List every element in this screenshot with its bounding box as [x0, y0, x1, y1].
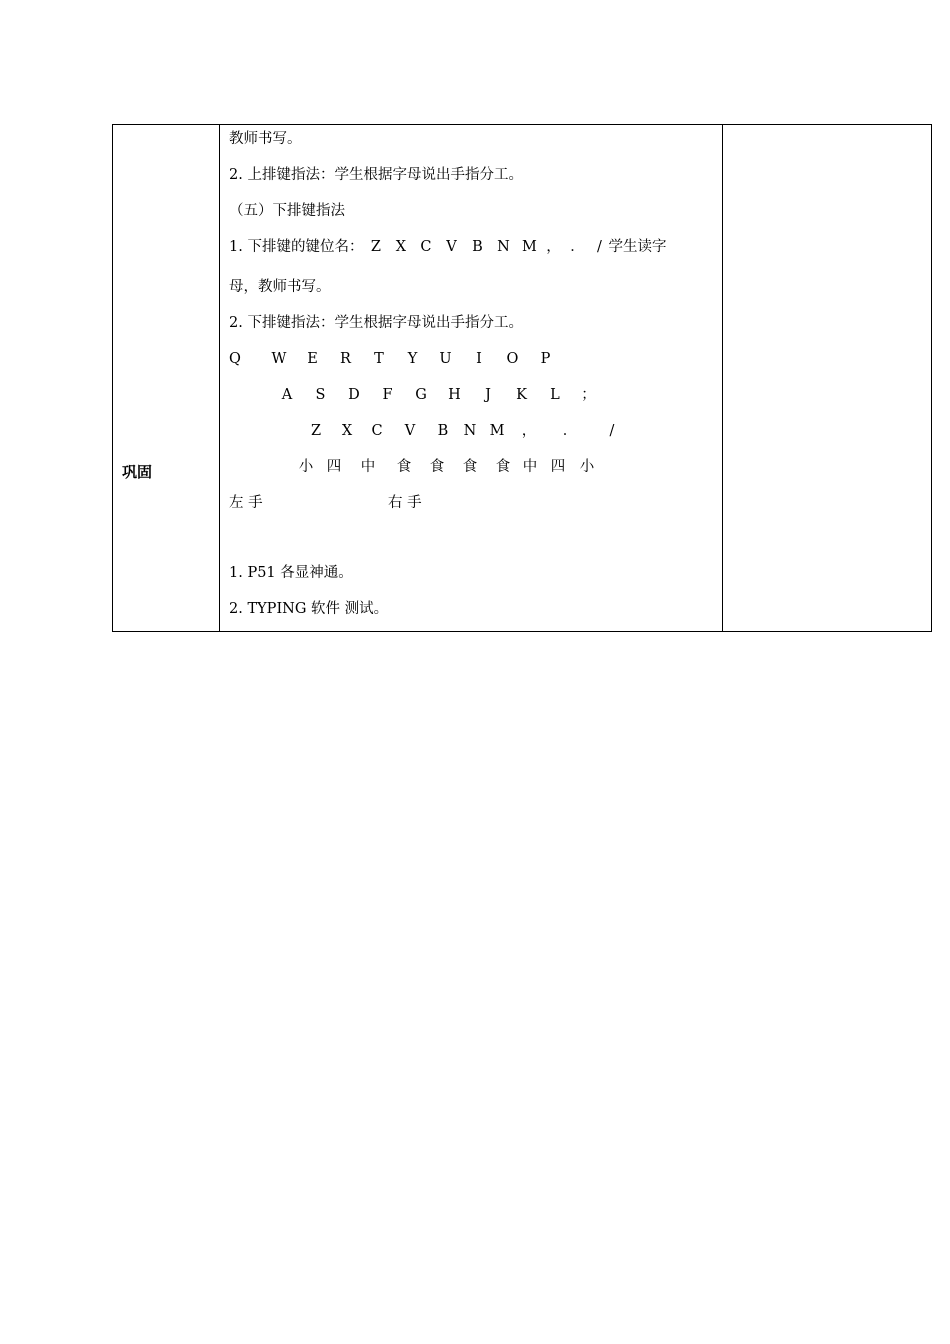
- key: E: [307, 351, 318, 367]
- key: A: [281, 387, 293, 403]
- key: F: [382, 387, 393, 403]
- bottom-row-keys-outro: 学生读字: [608, 239, 667, 255]
- content-line-1: 教师书写。: [229, 131, 302, 147]
- bottom-row-key-names: [363, 238, 608, 256]
- keyboard-row-bottom: [300, 422, 630, 440]
- key: R: [340, 351, 351, 367]
- key-name: B: [472, 239, 483, 255]
- content-line-3: （五）下排键指法: [229, 203, 345, 219]
- finger-label: 四: [326, 459, 342, 475]
- keyboard-row-home: [270, 386, 605, 404]
- key-name: V: [446, 239, 457, 255]
- key: /: [609, 423, 615, 439]
- key: S: [315, 387, 326, 403]
- content-line-2: 2. 上排键指法：学生根据字母说出手指分工。: [229, 167, 523, 183]
- finger-assignment-row: [292, 458, 598, 476]
- table-row: [113, 125, 932, 632]
- key: ；: [581, 387, 596, 403]
- notes-cell: [723, 125, 932, 632]
- key: X: [341, 423, 353, 439]
- finger-label: 小: [579, 459, 595, 475]
- key-name: Z: [370, 239, 381, 255]
- finger-label: 食: [429, 459, 445, 475]
- key: M: [489, 423, 505, 439]
- left-hand-label: 左 手: [229, 495, 263, 511]
- key: U: [439, 351, 452, 367]
- key-row: [300, 422, 630, 440]
- finger-label: 食: [462, 459, 478, 475]
- key: V: [404, 423, 416, 439]
- key: O: [506, 351, 519, 367]
- key: H: [448, 387, 461, 403]
- lesson-table: [112, 124, 932, 632]
- exercise-line-1: 1. P51 各显神通。: [229, 565, 353, 581]
- key-name: N: [497, 239, 510, 255]
- finger-label: 四: [550, 459, 566, 475]
- key: I: [476, 351, 482, 367]
- key: Q: [229, 351, 241, 367]
- finger-label: 小: [298, 459, 314, 475]
- content-line-5: 母，教师书写。: [229, 279, 331, 295]
- key-row: [270, 386, 605, 404]
- key: Y: [407, 351, 418, 367]
- key-name: /: [597, 239, 602, 255]
- key: T: [374, 351, 384, 367]
- keyboard-row-top: [229, 350, 562, 368]
- finger-label: 中: [522, 459, 538, 475]
- finger-label: 食: [396, 459, 412, 475]
- key-row: [229, 350, 562, 368]
- key: Z: [310, 423, 322, 439]
- key-name: M: [522, 239, 537, 255]
- key: C: [371, 423, 383, 439]
- key: ．: [562, 423, 578, 439]
- finger-label: 食: [495, 459, 511, 475]
- key: W: [271, 351, 287, 367]
- key: G: [415, 387, 427, 403]
- key: D: [348, 387, 360, 403]
- key-name: ，: [546, 239, 561, 255]
- section-label-cell: [113, 125, 220, 632]
- key: B: [437, 423, 449, 439]
- key-name: C: [420, 239, 432, 255]
- key: ，: [521, 423, 537, 439]
- key-name: X: [395, 239, 407, 255]
- exercise-line-2: 2. TYPING 软件 测试。: [229, 601, 389, 617]
- content-line-6: 2. 下排键指法：学生根据字母说出手指分工。: [229, 315, 523, 331]
- content-line-4: [229, 238, 666, 256]
- key: J: [485, 387, 491, 403]
- bottom-row-keys-intro: 1. 下排键的键位名：: [229, 239, 364, 255]
- finger-row: [292, 458, 598, 476]
- key: K: [516, 387, 527, 403]
- key-name: ．: [570, 239, 585, 255]
- key: N: [463, 423, 477, 439]
- key: P: [540, 351, 551, 367]
- key: L: [550, 387, 560, 403]
- section-label: 巩固: [122, 463, 153, 481]
- right-hand-label: 右 手: [388, 495, 422, 511]
- finger-label: 中: [360, 459, 376, 475]
- content-cell: [220, 125, 723, 632]
